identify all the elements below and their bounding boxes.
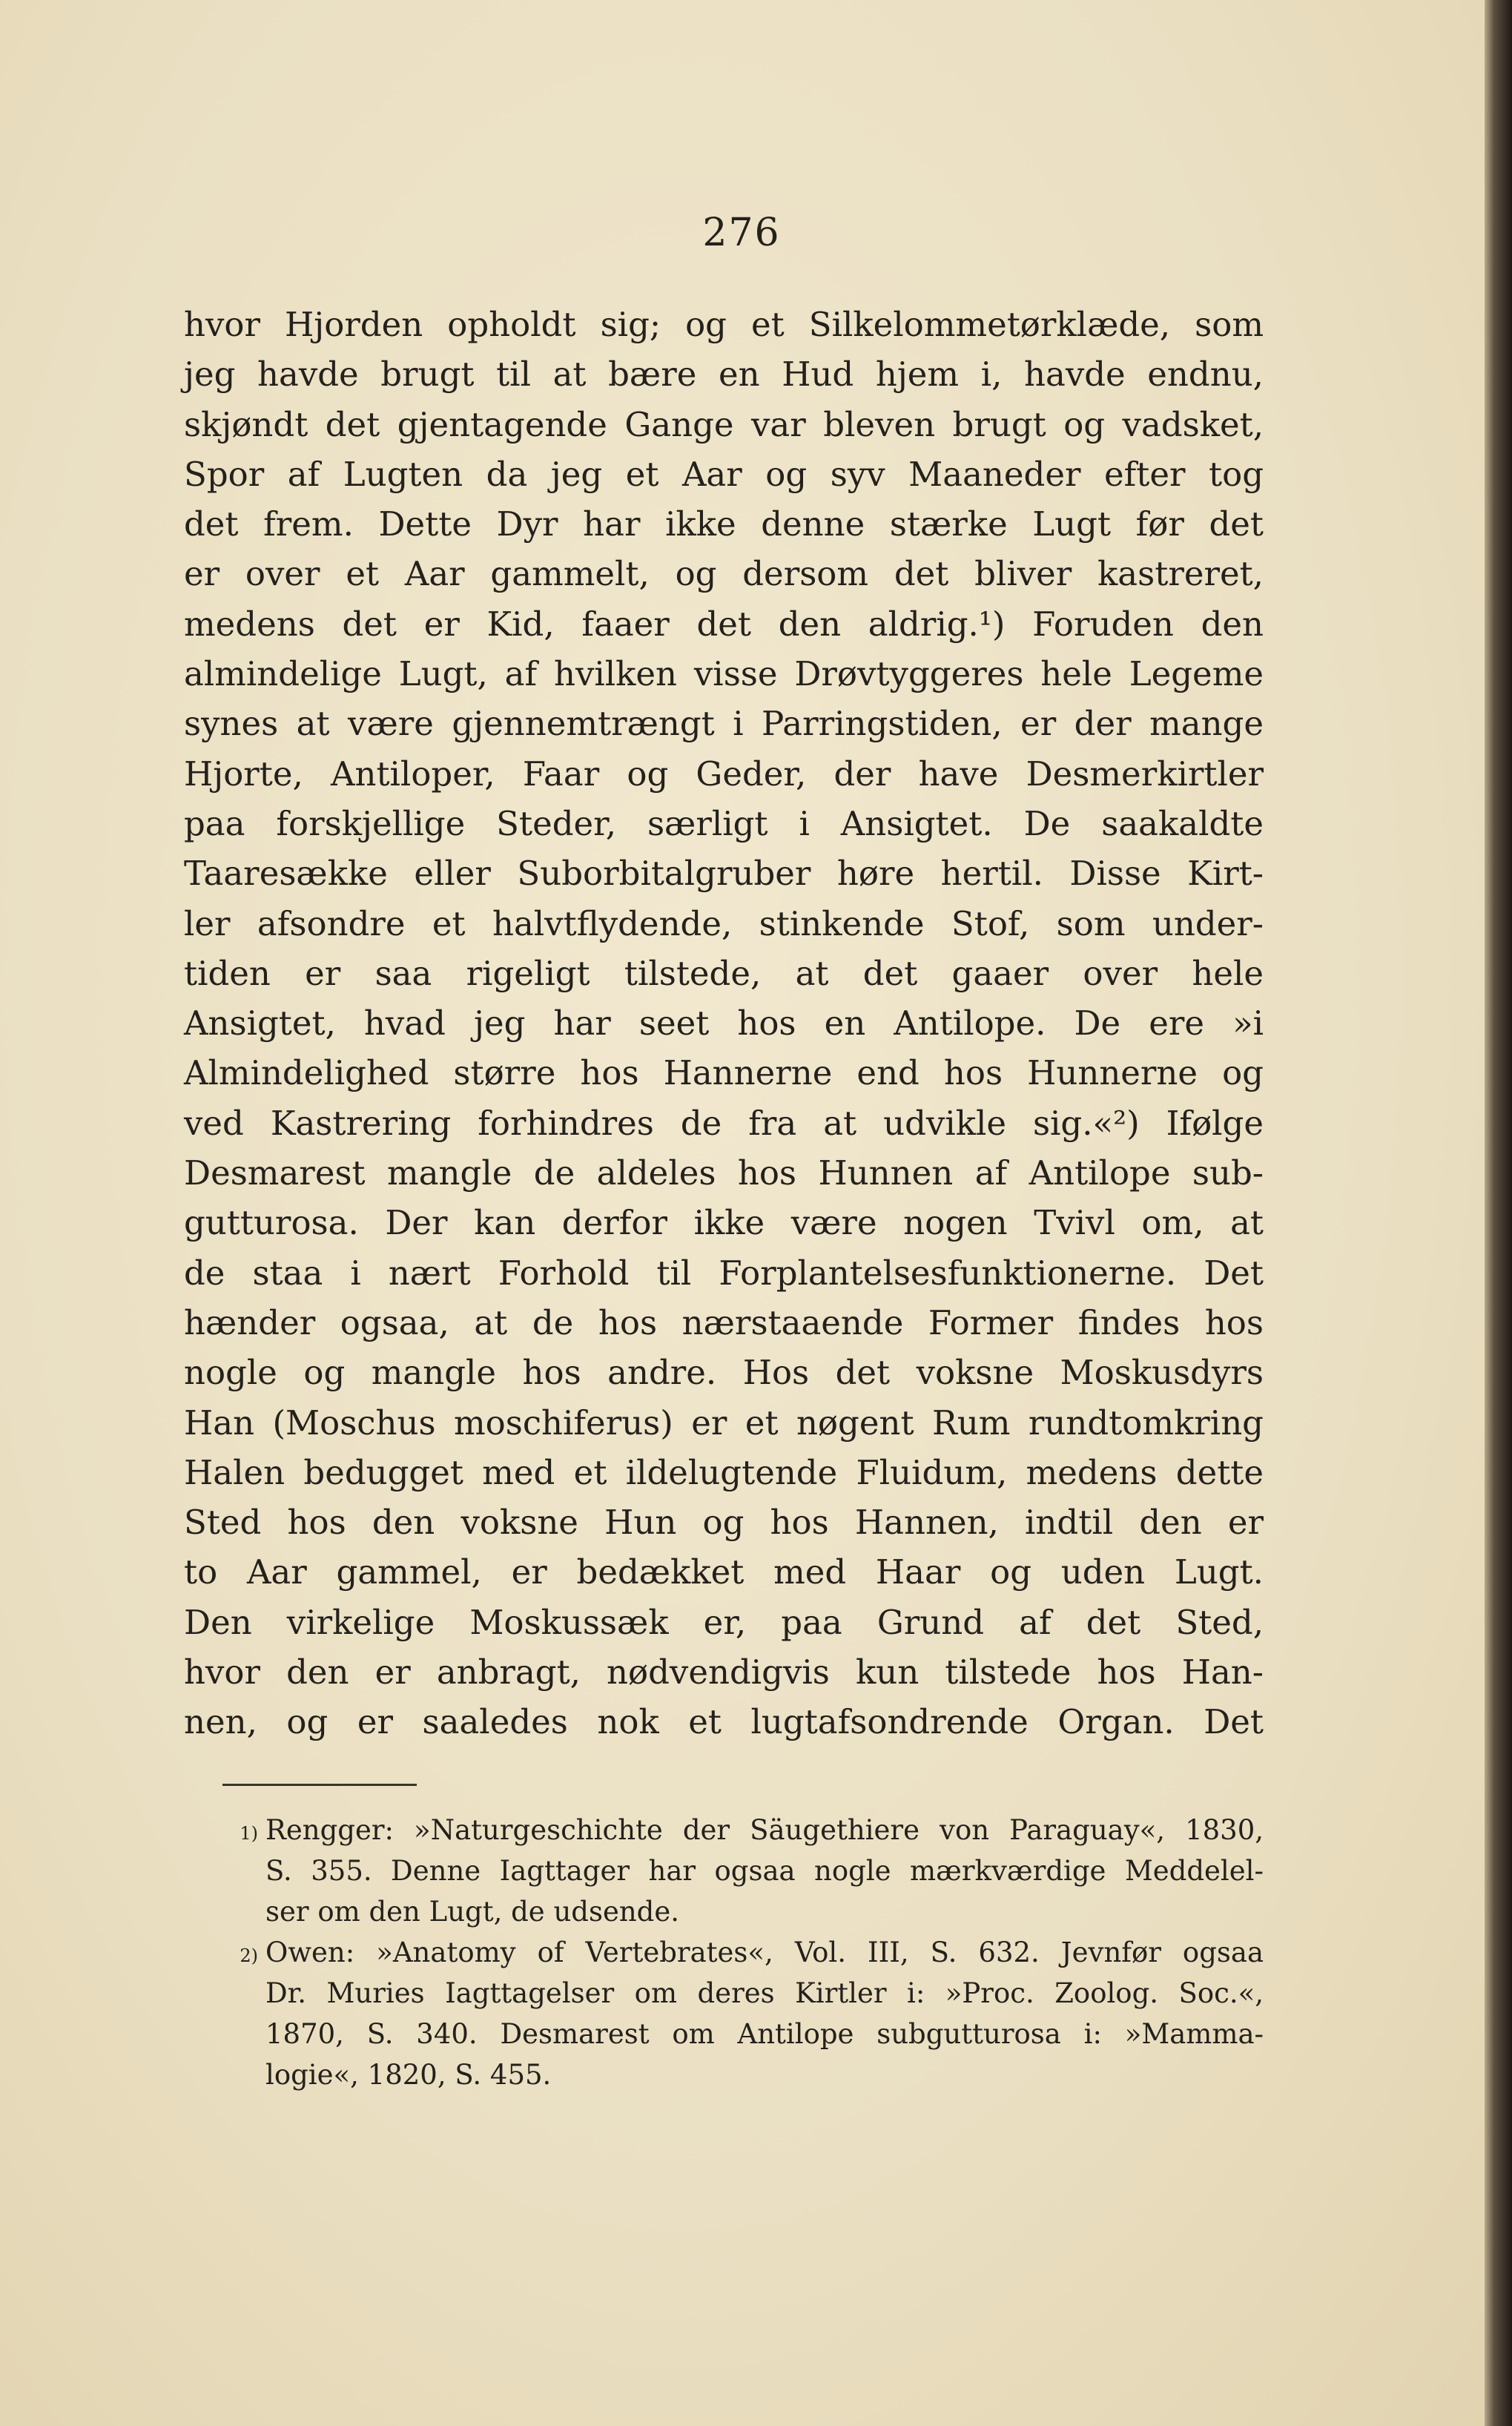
text-line: skjøndt det gjentagende Gange var bleven brugt og vadsket, — [184, 404, 1264, 444]
text-line: hvor Hjorden opholdt sig; og et Silkelommetørklæde, som — [184, 305, 1264, 344]
book-spine-edge — [1485, 0, 1512, 2426]
footnote-line: S. 355. Denne Iagttager har ogsaa nogle mærkværdige Meddelel- — [265, 1855, 1264, 1887]
text-line: medens det er Kid, faaer det den aldrig.¹) Foruden den — [184, 604, 1264, 644]
text-line: de staa i nært Forhold til Forplantelsesfunktionerne. Det — [184, 1253, 1264, 1293]
text-line: Spor af Lugten da jeg et Aar og syv Maaneder efter tog — [184, 454, 1264, 494]
text-line: ler afsondre et halvtflydende, stinkende Stof, som under- — [184, 903, 1264, 943]
text-line: gutturosa. Der kan derfor ikke være nogen Tvivl om, at — [184, 1203, 1264, 1243]
footnote-line: Rengger: »Naturgeschichte der Säugethiere von Paraguay«, 1830, — [265, 1814, 1264, 1846]
text-line: Desmarest mangle de aldeles hos Hunnen af Antilope sub- — [184, 1153, 1264, 1193]
text-line: nogle og mangle hos andre. Hos det voksne Moskusdyrs — [184, 1353, 1264, 1393]
footnote-line: Dr. Muries Iagttagelser om deres Kirtler i: »Proc. Zoolog. Soc.«, — [265, 1977, 1264, 2009]
text-line: hænder ogsaa, at de hos nærstaaende Former findes hos — [184, 1302, 1264, 1342]
footnote-line: Owen: »Anatomy of Vertebrates«, Vol. III, S. 632. Jevnfør ogsaa — [265, 1936, 1264, 1968]
text-line: Hjorte, Antiloper, Faar og Geder, der have Desmerkirtler — [184, 754, 1264, 794]
text-line: synes at være gjennemtrængt i Parringstiden, er der mange — [184, 704, 1264, 744]
text-line: hvor den er anbragt, nødvendigvis kun tilstede hos Han- — [184, 1652, 1264, 1692]
footnote-divider — [222, 1784, 417, 1786]
body-text — [184, 300, 1264, 1747]
text-line: det frem. Dette Dyr har ikke denne stærke Lugt før det — [184, 504, 1264, 544]
text-line: to Aar gammel, er bedækket med Haar og uden Lugt. — [184, 1552, 1264, 1592]
footnote-line: 1870, S. 340. Desmarest om Antilope subgutturosa i: »Mamma- — [265, 2018, 1264, 2050]
text-line: er over et Aar gammelt, og dersom det bliver kastreret, — [184, 554, 1264, 594]
footnote-line: logie«, 1820, S. 455. — [265, 2059, 552, 2091]
text-line: nen, og er saaledes nok et lugtafsondrende Organ. Det — [184, 1702, 1264, 1742]
text-line: Taaresække eller Suborbitalgruber høre hertil. Disse Kirt- — [184, 854, 1264, 894]
footnote-2: 2) Owen: »Anatomy of Vertebrates«, Vol. III, S. 632. Jevnfør ogsaa — [222, 1932, 1264, 1973]
page-number: 276 — [702, 211, 781, 255]
text-line: Han (Moschus moschiferus) er et nøgent Rum rundtomkring — [184, 1402, 1264, 1443]
text-line: Almindelighed større hos Hannerne end hos Hunnerne og — [184, 1053, 1264, 1093]
text-line: paa forskjellige Steder, særligt i Ansigtet. De saakaldte — [184, 803, 1264, 843]
footnote-line: ser om den Lugt, de udsende. — [265, 1896, 680, 1928]
text-line: Halen bedugget med et ildelugtende Fluidum, medens dette — [184, 1452, 1264, 1492]
text-line: Ansigtet, hvad jeg har seet hos en Antilope. De ere »i — [184, 1003, 1264, 1044]
text-line: tiden er saa rigeligt tilstede, at det gaaer over hele — [184, 953, 1264, 993]
text-line: Den virkelige Moskussæk er, paa Grund af det Sted, — [184, 1602, 1264, 1642]
text-line: Sted hos den voksne Hun og hos Hannen, indtil den er — [184, 1503, 1264, 1543]
text-line: jeg havde brugt til at bære en Hud hjem i, havde endnu, — [184, 355, 1264, 395]
footnote-1: 1) Rengger: »Naturgeschichte der Säugethiere von Paraguay«, 1830, — [222, 1810, 1264, 1850]
text-line: ved Kastrering forhindres de fra at udvikle sig.«²) Ifølge — [184, 1103, 1264, 1143]
footnotes — [222, 1810, 1264, 2095]
text-line: almindelige Lugt, af hvilken visse Drøvtyggeres hele Legeme — [184, 654, 1264, 694]
